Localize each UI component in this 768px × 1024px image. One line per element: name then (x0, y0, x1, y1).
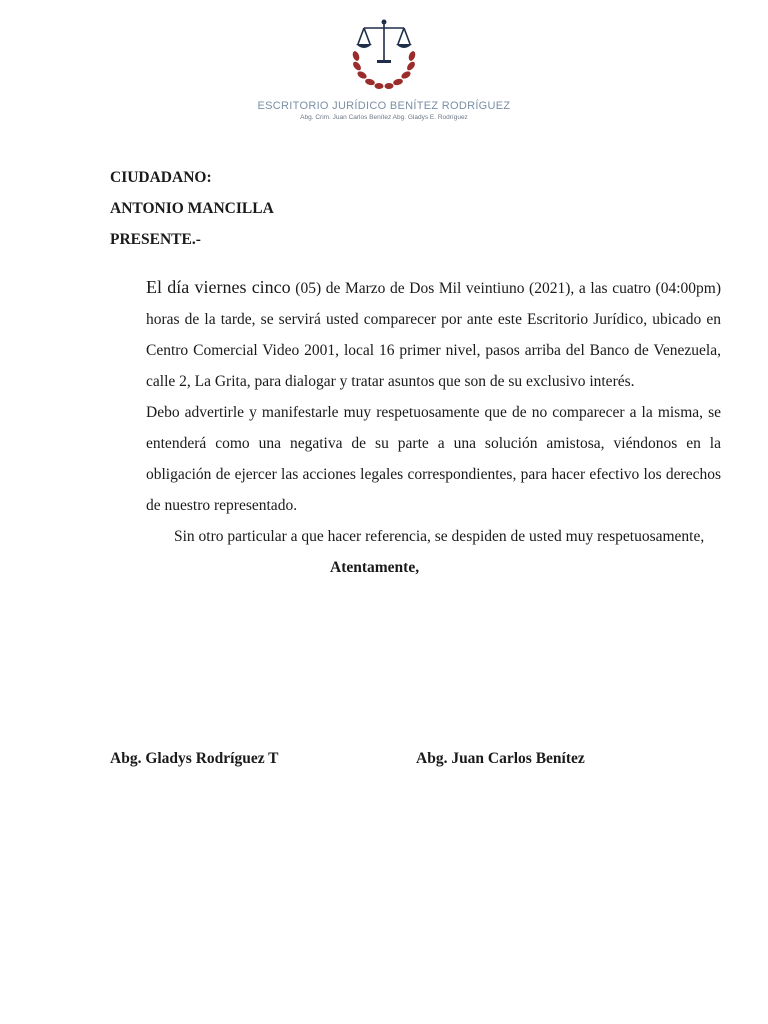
letter-body (110, 162, 721, 583)
signature-left: Abg. Gladys Rodríguez T (110, 750, 279, 767)
firm-subtitle: Abg. Crim. Juan Carlos Benítez Abg. Gladys E. Rodríguez (300, 114, 468, 121)
recipient-salutation: CIUDADANO: (110, 169, 212, 186)
letterhead (0, 14, 768, 121)
recipient-presente: PRESENTE.- (110, 231, 201, 248)
recipient-name: ANTONIO MANCILLA (110, 200, 274, 217)
paragraph-citation-rest: (05) de Marzo de Dos Mil veintiuno (2021), a las cuatro (04:00pm) horas de la tarde, se servirá usted comparecer por ante este Escritorio Jurídico, ubicado en Centro Comercial Video 2001, local 16 primer nivel, pasos arriba del Banco de Venezuela, calle 2, La Grita, para dialogar y tratar asuntos que son de su exclusivo interés. (146, 280, 721, 390)
paragraph-citation (110, 272, 721, 397)
closing-atentamente: Atentamente, (330, 559, 420, 576)
paragraph-citation-lead: El día viernes cinco (146, 277, 291, 297)
firm-name: ESCRITORIO JURÍDICO BENÍTEZ RODRÍGUEZ (257, 100, 511, 112)
paragraph-warning: Debo advertirle y manifestarle muy respetuosamente que de no comparecer a la misma, se entenderá como una negativa de su parte a una solución amistosa, viéndonos en la obligación de ejercer las acciones legales correspondientes, para hacer efectivo los derechos de nuestro representado. (146, 404, 721, 514)
signature-right: Abg. Juan Carlos Benítez (416, 750, 585, 767)
paragraph-farewell: Sin otro particular a que hacer referencia, se despiden de usted muy respetuosamente, (174, 528, 705, 545)
scales-of-justice-logo-icon (346, 14, 422, 94)
